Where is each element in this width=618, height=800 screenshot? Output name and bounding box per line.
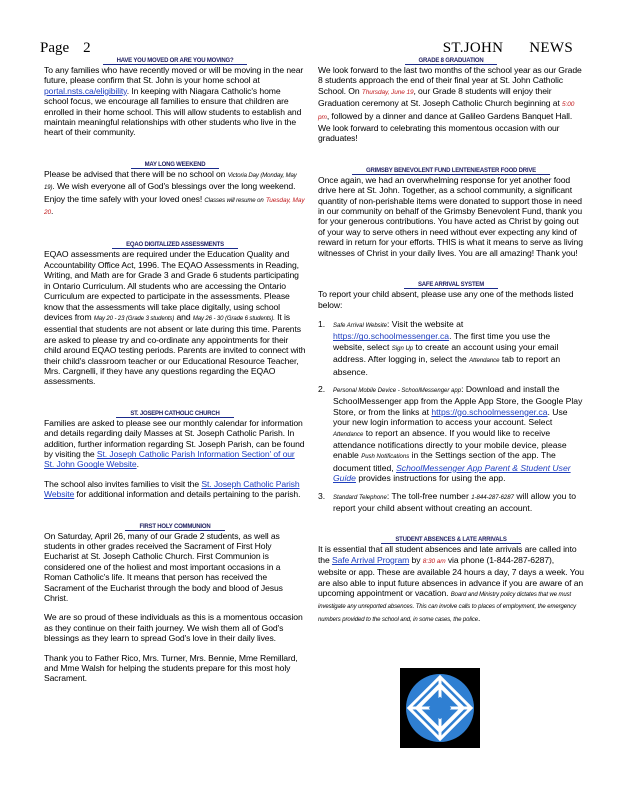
user-guide-link[interactable]: SchoolMessenger App Parent & Student User Guide [333,462,571,484]
section-heading-church: ST. JOSEPH CATHOLIC CHURCH [44,411,306,418]
section-body-may-long-weekend: Please be advised that there will be no school on Victoria Day (Monday, May 19). We wish everyone all of God's blessings over the long weekend. Enjoy the time safely with your loved ones! Classes will resume on Tuesday, May 20. [44,168,305,217]
section-body-communion-2: We are so proud of these individuals as this is a momentous occasion as they continue on their faith journey. We wish them all of God's blessings as they learn to spread God's love in their daily lives. [44,612,303,644]
section-body-church-2: The school also invites families to visit the St. Joseph Catholic Parish Website for additional information and details pertaining to the parish. [44,478,301,500]
parish-info-link[interactable]: St. Joseph Catholic Parish Information Section' of our St. John Google Website [44,448,295,470]
safe-arrival-methods-list [318,319,584,514]
section-body-safe-arrival-intro: To report your child absent, please use any one of the methods listed below: [318,289,574,310]
section-heading-eqao: EQAO DIGITALIZED ASSESSMENTS [44,242,306,249]
section-heading-graduation: GRADE 8 GRADUATION [318,58,584,65]
section-heading-absences: STUDENT ABSENCES & LATE ARRIVALS [318,537,584,544]
page-number-label [40,40,91,57]
section-heading-may-long-weekend: MAY LONG WEEKEND [44,162,306,169]
section-heading-communion: FIRST HOLY COMMUNION [44,524,306,531]
schoolmessenger-link-1[interactable]: https://go.schoolmessenger.ca [333,331,450,342]
section-body-communion-1: On Saturday, April 26, many of our Grade 2 students, as well as students in other grades received the Sacrament of First Holy Eucharist at St. Joseph Catholic Church. First Communion is considered one of the holiest and most important occasions in a Roman Catholic's life. It means that person has received the Sacrament of the Eucharist through the body and blood of Jesus Christ. [44,530,283,604]
section-heading-moving: HAVE YOU MOVED OR ARE YOU MOVING? [44,58,306,65]
board-emblem-icon [400,668,480,748]
eligibility-link[interactable]: portal.nsts.ca/eligibility [44,85,127,96]
list-item: 3. Standard Telephone: The toll-free number 1-844-287-6287 will allow you to report your child absent without creating an account. [318,490,577,513]
schoolmessenger-link-2[interactable]: https://go.schoolmessenger.ca [431,406,548,417]
section-heading-safe-arrival: SAFE ARRIVAL SYSTEM [318,282,584,289]
section-body-graduation: We look forward to the last two months of the school year as our Grade 8 students approach the end of their final year at St. John Catholic School. On Thursday, June 19, our Grade 8 students will enjoy their Graduation ceremony at St. Joseph Catholic Church beginning at 5:00 pm, followed by a dinner and dance at Galileo Gardens Banquet Hall. We look forward to celebrating this momentous occasion with our graduates! [318,65,582,144]
newsletter-title-part-2: NEWS [529,40,573,56]
list-item: 1. Safe Arrival Website: Visit the website at https://go.schoolmessenger.ca. The first time you use the website, select Sign Up to create an account using your email address. After logging in, select the Attendance tab to report an absence. [318,318,561,377]
safe-arrival-program-link[interactable]: Safe Arrival Program [331,554,410,565]
school-board-logo [400,668,480,748]
newsletter-title-part-1: ST.JOHN [442,40,504,56]
section-body-moving: To any families who have recently moved or will be moving in the near future, please confirm that St. John is your home school at portal.nsts.ca/eligibility. In keeping with Niagara Catholic's home school focus, we encourage all families to ensure that children are enrolled in their home school. This will allow students to establish and maintain meaningful relationships with other students who live in the heart of their community. [44,65,304,138]
section-body-eqao: EQAO assessments are required under the Education Quality and Accountability Office Act, 1996. The EQAO Assessments in Reading, Writing, and Math are for Grade 3 and Grade 6 students participating in Ontario Curriculum. All students who are accessing the Ontario Curriculum are expected to participate in the assessments. Please know that the assessments will take place digitally, using school devices from May 20 - 23 (Grade 3 students) and May 26 - 30 (Grade 6 students). It is essential that students are not absent or late during this time. Parents are asked to please try and co-ordinate any appointments for their child around EQAO testing periods. Parents are invited to connect with their child's classroom teacher or our Educational Resource Teacher, Mrs. Cargnelli, if they have any questions regarding the EQAO assessments. [44,249,306,387]
section-body-absences: It is essential that all student absences and late arrivals are called into the Safe Arrival Program by 8:30 am via phone (1-844-287-6287), website or app. These are available 24 hours a day, 7 days a week. You are also able to input future absences in advance if you are aware of an upcoming appointment or vacation. Board and Ministry policy dictates that we must investigate any unreported absences. This can involve calls to places of employment, the emergency numbers provided to the school and, in some cases, the police. [318,544,584,623]
list-item: 2. Personal Mobile Device - SchoolMessenger app: Download and install the SchoolMessenger app from the Apple App Store, the Google Play Store, or from the links at https://go.schoolmessenger.ca. Use your new login information to access your account. Select Attendance to report an absence. If you would like to receive attendance notifications directly to your mobile device, please enable Push Notifications in the Settings section of the app. The document titled, SchoolMessenger App Parent & Student User Guide provides instructions for using the app. [318,383,583,484]
section-body-food-drive: Once again, we had an overwhelming response for yet another food drive here at St. John. Together, as a school community, a significant quantity of non-perishable items were donated to support those in need in our community on behalf of the Grimsby Benevolent Fund, thank you for your generous contributions. You have acted as Christ by going out of your way to serve others in need without ever expecting any kind of reward in return for your efforts. THIS is what it means to serve as living witnesses of Christ in your daily lives. You are all amazing! Thank you! [318,174,583,258]
section-heading-food-drive: GRIMSBY BENEVOLENT FUND LENTEN/EASTER FOOD DRIVE [318,168,584,175]
section-body-church-1: Families are asked to please see our monthly calendar for information and details regarding daily Masses at St. Joseph Catholic Parish. In addition, further information regarding St. Joseph Parish, can be found by visiting the St. Joseph Catholic Parish Information Section' of our St. John Google Website. [44,417,305,470]
newsletter-title [443,40,573,57]
section-body-communion-3: Thank you to Father Rico, Mrs. Turner, Mrs. Bennie, Mme Remillard, and Mme Walsh for helping the students prepare for this most holy Sacrament. [44,652,298,684]
parish-website-link[interactable]: St. Joseph Catholic Parish Website [44,478,300,500]
right-column [318,58,584,625]
page-label: Page [40,40,70,56]
page-number: 2 [83,40,91,56]
left-column [44,58,306,684]
